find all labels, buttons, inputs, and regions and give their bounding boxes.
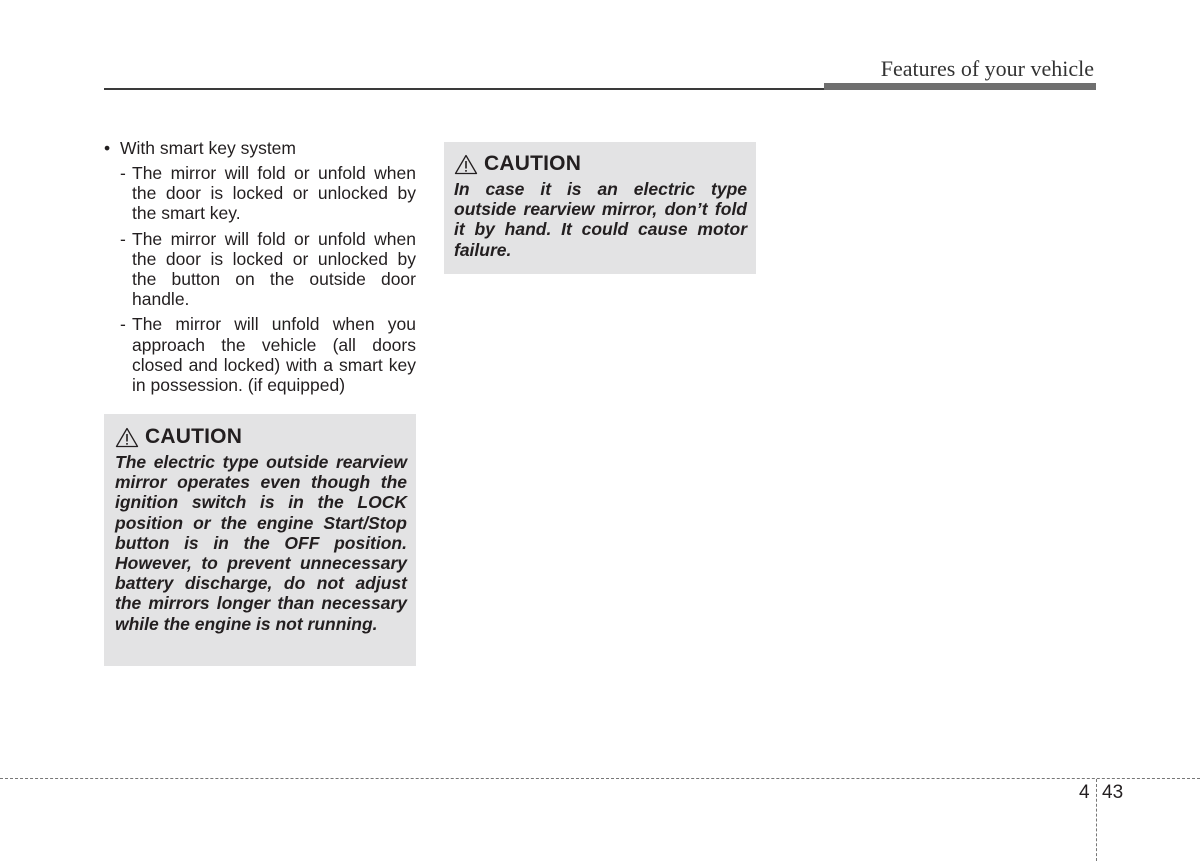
caution-text: The electric type outside rearview mirror operates even though the ignition switch is in the LOCK position or the engine Start/Stop button is in the OFF position. However, to prevent unnecessary battery discharge, do not adjust the mirrors longer than necessary while the engine is not running. (115, 452, 407, 634)
page-number: 43 (1102, 782, 1124, 803)
header-rule (104, 88, 824, 90)
left-column (104, 138, 416, 395)
sub-item-text: The mirror will fold or unfold when the door is locked or unlocked by the smart key. (132, 163, 416, 224)
sub-item (104, 314, 416, 395)
sub-item (104, 229, 416, 310)
bullet-marker: • (104, 138, 111, 158)
bullet-item (104, 138, 416, 158)
sub-item-marker: - (120, 163, 126, 183)
sub-item-marker: - (120, 314, 126, 335)
caution-box-electric-mirror (104, 414, 416, 666)
sub-item-marker: - (120, 228, 126, 249)
caution-box-fold-by-hand (444, 142, 756, 274)
warning-triangle-icon (115, 427, 139, 448)
page-header-title: Features of your vehicle (880, 56, 1094, 81)
sub-item (104, 163, 416, 224)
sub-item-text: The mirror will unfold when you approach the vehicle (all doors closed and locked) with a smart key in possession. (if equipped) (132, 314, 416, 396)
chapter-number: 4 (1079, 782, 1090, 803)
sub-item-list (104, 163, 416, 395)
caution-header (454, 151, 747, 177)
caution-text: In case it is an electric type outside rearview mirror, don’t fold it by hand. It could cause motor failure. (454, 179, 747, 260)
caution-header (115, 424, 407, 450)
footer-divider (1096, 779, 1097, 861)
footer-rule (0, 778, 1200, 779)
warning-triangle-icon (454, 154, 478, 175)
caution-title: CAUTION (484, 152, 582, 175)
bullet-text: With smart key system (120, 138, 296, 158)
caution-title: CAUTION (145, 425, 243, 448)
header-accent-bar (824, 83, 1096, 90)
sub-item-text: The mirror will fold or unfold when the door is locked or unlocked by the button on the outside door handle. (132, 228, 416, 310)
